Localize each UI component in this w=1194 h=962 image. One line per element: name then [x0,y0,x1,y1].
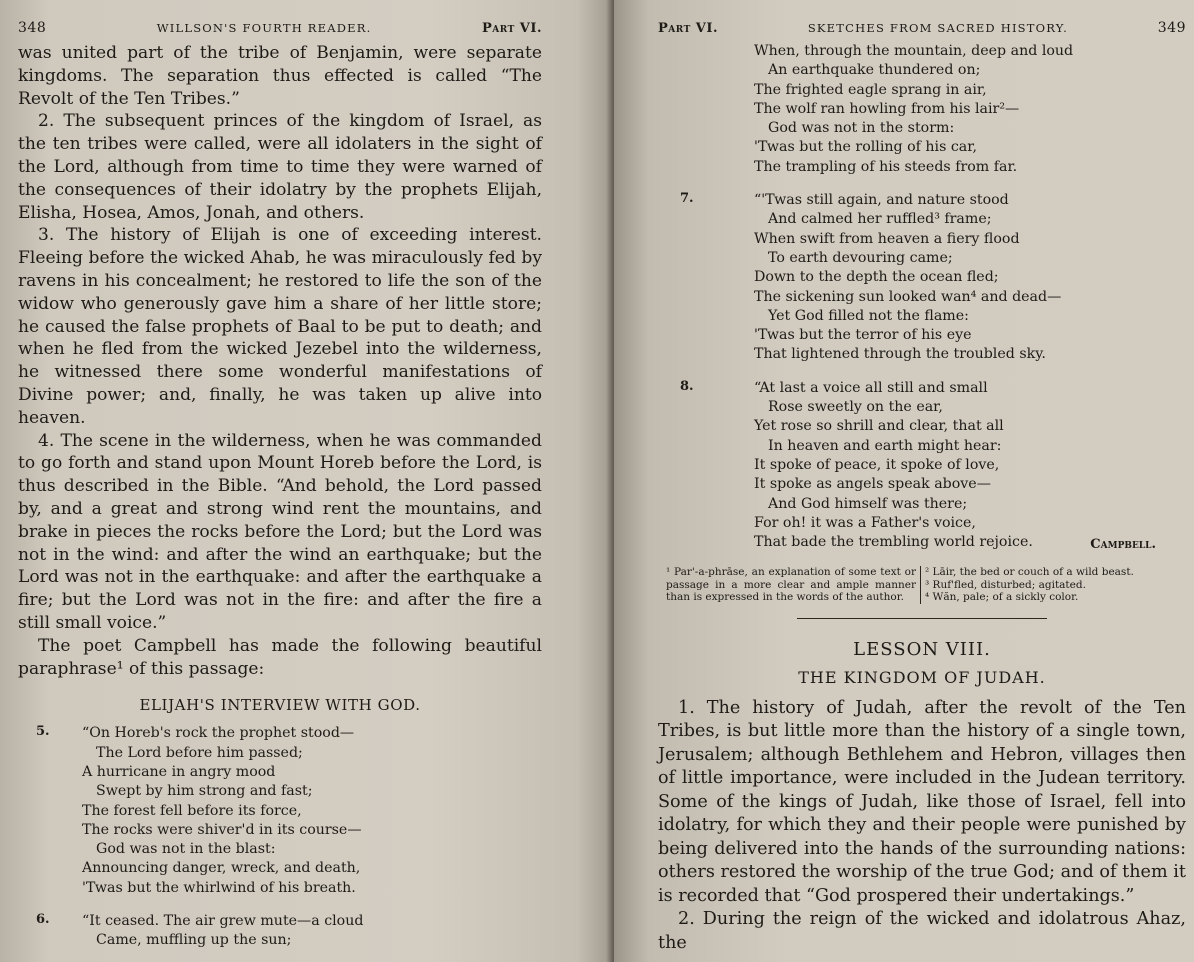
footnote-column [921,566,1175,604]
right-running-head [658,20,1186,36]
poem-line: The sickening sun looked wan⁴ and dead— [754,288,1062,305]
poem-line: God was not in the blast: [96,841,276,858]
poem-line: The trampling of his steeds from far. [754,158,1018,175]
stanza-number: 8. [680,378,694,394]
stanza-lines [754,191,1061,365]
poem-line: That lightened through the troubled sky. [754,346,1046,363]
section-divider [797,618,1047,619]
paragraph: was united part of the tribe of Benjamin, were separate kingdoms. The separation thus effected is called “The Revolt of the Ten Tribes.” [18,43,542,109]
footnotes [666,566,1186,604]
poem-line: It spoke of peace, it spoke of love, [754,456,1000,473]
stanza [658,191,1186,365]
right-page [614,0,1194,962]
poem-line: When swift from heaven a fiery flood [754,230,1020,247]
poem-line: Announcing danger, wreck, and death, [82,860,361,877]
stanza-lines [82,912,363,951]
stanza-lines [754,379,1033,553]
right-page-number: 349 [1157,20,1186,36]
stanza-lines [754,42,1073,177]
poem-line: And calmed her ruffled³ frame; [768,211,992,228]
lesson-prose [658,697,1186,956]
poem-line: 'Twas but the rolling of his car, [754,139,977,156]
poem-line: It spoke as angels speak above— [754,476,991,493]
paragraph: 4. The scene in the wilderness, when he was commanded to go forth and stand upon Mount Horeb before the Lord, is thus described in the Bible. “And behold, the Lord passed by, and a great and strong wind rent the mountains, and brake in pieces the rocks before the Lord; but the Lord was not in the wind: and after the wind an earthquake; but the Lord was not in the earthquake: and after the earthquake a fire; but the Lord was not in the fire: and after the fire a still small voice.” [18,430,542,633]
poem-line: 'Twas but the whirlwind of his breath. [82,879,356,896]
left-page-number: 348 [18,20,47,36]
poem-line: “It ceased. The air grew mute—a cloud [82,912,364,929]
stanza [658,379,1186,553]
stanza [18,912,542,951]
footnote: ⁴ Wăn, pale; of a sickly color. [925,591,1079,604]
poem-line: “At last a voice all still and small [754,379,988,396]
stanza-number: 7. [680,191,694,207]
poem-line: The rocks were shiver'd in its course— [82,821,362,838]
stanza-lines [82,724,362,898]
poem-line: A hurricane in angry mood [82,763,276,780]
left-running-head [18,20,542,36]
poem-line: The forest fell before its force, [82,802,302,819]
left-running-title: WILLSON'S FOURTH READER. [156,21,372,35]
lesson-title: LESSON VIII. [853,638,991,660]
left-prose [18,42,542,680]
poem-line: “On Horeb's rock the prophet stood— [82,725,355,742]
poem-title: ELIJAH'S INTERVIEW WITH GOD. [139,696,421,715]
poem-line: In heaven and earth might hear: [768,437,1002,454]
poem-line: Down to the depth the ocean fled; [754,269,999,286]
poem-line: And God himself was there; [768,495,968,512]
poem-line: “'Twas still again, and nature stood [754,192,1009,209]
poem-line: An earthquake thundered on; [768,62,981,79]
poem-line: Yet rose so shrill and clear, that all [754,418,1004,435]
poem-attribution: Campbell. [1090,537,1156,553]
poem-line: When, through the mountain, deep and loud [754,43,1074,59]
stanza-continued [658,42,1186,177]
paragraph: 2. The subsequent princes of the kingdom of Israel, as the ten tribes were called, were all idolaters in the sight of the Lord, although from time to time they were warned of the consequences of their idolatry by the prophets Elijah, Elisha, Hosea, Amos, Jonah, and others. [18,111,542,223]
lesson-subtitle: THE KINGDOM OF JUDAH. [798,667,1046,687]
paragraph: 2. During the reign of the wicked and idolatrous Ahaz, the [658,909,1186,953]
paragraph: 1. The history of Judah, after the revolt of the Ten Tribes, is but little more than the history of a single town, Jerusalem; although Bethlehem and Hebron, villages then of little importance, were included in the Judean territory. Some of the kings of Judah, like those of Israel, fell into idolatry, for which they and their people were punished by being delivered into the hands of the surrounding nations: others restored the worship of the true God; and of them it is recorded that “God prospered their undertakings.” [658,697,1186,906]
right-part-label: Part VI. [658,21,718,36]
right-running-title: SKETCHES FROM SACRED HISTORY. [807,21,1068,35]
footnote: ² Lāir, the bed or couch of a wild beast. [925,566,1134,579]
poem-line: Swept by him strong and fast; [96,783,313,800]
poem-line: 'Twas but the terror of his eye [754,327,972,344]
poem-line: Yet God filled not the flame: [768,307,969,324]
stanza-number: 5. [36,724,50,740]
footnote: ³ Ruf'fled, disturbed; agitated. [925,578,1086,591]
stanza [18,724,542,898]
poem-line: Rose sweetly on the ear, [768,399,943,416]
poem-line: God was not in the storm: [768,120,955,137]
poem-line: The wolf ran howling from his lair²— [754,100,1020,117]
stanza-number: 6. [36,911,50,927]
poem-line: That bade the trembling world rejoice. [754,534,1033,551]
poem-line: To earth devouring came; [768,249,953,266]
stanza-number-blank [658,42,754,177]
footnote: ¹ Par'-a-phrāse, an explanation of some text or passage in a more clear and ample manner than is expressed in the words of the author. [666,566,921,604]
paragraph: The poet Campbell has made the following beautiful paraphrase¹ of this passage: [18,635,542,679]
poem-line: The frighted eagle sprang in air, [754,81,987,98]
paragraph: 3. The history of Elijah is one of exceeding interest. Fleeing before the wicked Ahab, he was miraculously fed by ravens in his concealment; he restored to life the son of the widow who generously gave him a share of her little store; he caused the false prophets of Baal to be put to death; and when he fled from the wicked Jezebel into the wilderness, he witnessed there some wonderful manifestations of Divine power; and, finally, he was taken up alive into heaven. [18,225,542,428]
poem-line: Came, muffling up the sun; [96,932,292,949]
left-part-label: Part VI. [482,21,542,36]
poem-line: For oh! it was a Father's voice, [754,514,976,531]
poem-line: The Lord before him passed; [96,744,303,761]
